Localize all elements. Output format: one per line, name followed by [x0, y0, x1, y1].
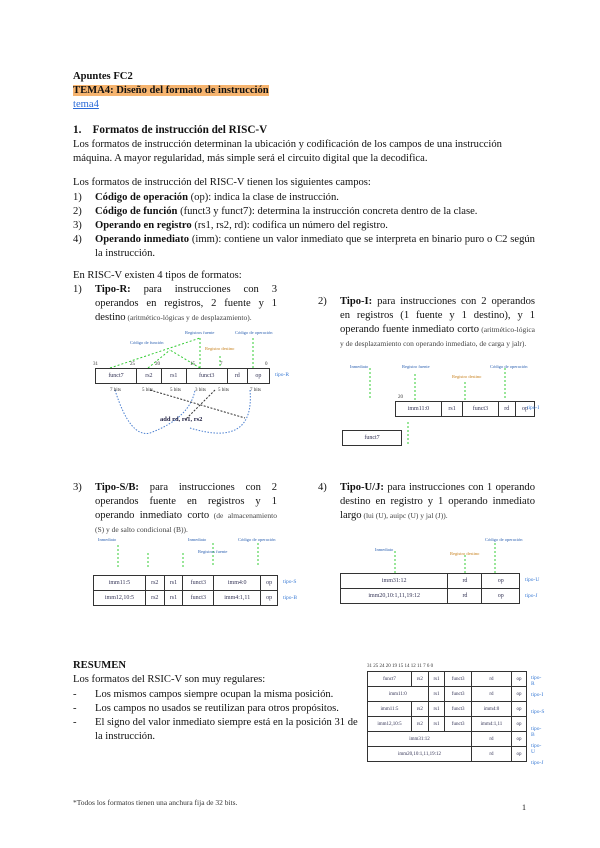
type-r-item: 1) Tipo-R: para instrucciones con 3 operandos en registros, 2 fuente y 1 destino (aritmético-lógicas y de desplazamiento). — [73, 284, 277, 323]
fields-list — [73, 191, 535, 261]
type-uj-item: 4) Tipo-U/J: para instrucciones con 1 operando destino en registro y 1 operando inmediato largo (lui (U), auipc (U) y jal (J)). — [318, 482, 535, 521]
sb-format-diagram: Inmediato Registros fuente Inmediato Código de operación imm11:5 rs2 rs1 funct3 imm4:0 op imm12,10:5 rs2 rs1 funct3 imm4:1,11 op tipo-S tipo-B — [88, 535, 318, 620]
i-format-diagram: Inmediato Registro fuente Registro destino Código de operación 20 imm11:0 rs1 funct3 rd op tipo-I funct7 — [340, 362, 540, 452]
field-item: 4) Operando inmediato (imm): contiene un valor inmediato que se interpreta en binario puro o C2 según la instrucción. — [73, 234, 535, 259]
uj-format-diagram: Inmediato Registro destino Código de operación imm31:12 rd op imm20,10:1,11,19:12 rd op tipo-U tipo-J — [335, 535, 540, 615]
section-heading: 1. Formatos de instrucción del RISC-V — [73, 124, 268, 136]
example-instruction: add rd, rs1, rs2 — [160, 416, 203, 423]
type-i-item: 2) Tipo-I: para instrucciones con 2 operandos en registros (1 fuente y 1 destino), y 1 operando fuente inmediato corto (aritmético-lógica y de desplazamiento con operando inmediato, de carga y jalr). — [318, 296, 535, 348]
footnote: *Todos los formatos tienen una anchura fija de 32 bits. — [73, 798, 238, 807]
intro-paragraph: Los formatos de instrucción determinan la ubicación y codificación de los campos de una instrucción máquina. A mayor regularidad, más simple será el circuito digital que la decodifica. — [73, 139, 502, 164]
tema4-link[interactable]: tema4 — [73, 99, 99, 110]
field-item: 1) Código de operación (op): indica la clase de instrucción. — [73, 192, 339, 203]
r-format-diagram: Código de función Registros fuente Registro destino Código de operación 31 25 20 15 7 0 funct7 rs2 rs1 funct3 rd op tipo-R 7 bits 5 bits 5 bits 3 bits 5 bits 7 bits add rd, rs1, rs2 — [90, 328, 320, 448]
topic-title: TEMA4: Diseño del formato de instrucción — [73, 85, 269, 96]
type-sb-item: 3) Tipo-S/B: para instrucciones con 2 operandos fuente en registros y 1 operando inmediato corto (de almacenamiento (S) y de salto condicional (B)). — [73, 482, 277, 534]
field-item: 3) Operando en registro (rs1, rs2, rd): codifica un número del registro. — [73, 220, 388, 231]
page-number: 1 — [522, 803, 526, 812]
types-intro: En RISC-V existen 4 tipos de formatos: — [73, 270, 242, 281]
field-item: 2) Código de función (funct3 y funct7): determina la instrucción concreta dentro de la clase. — [73, 206, 478, 217]
fields-intro: Los formatos de instrucción del RISC-V tienen los siguientes campos: — [73, 177, 371, 188]
course-title: Apuntes FC2 — [73, 71, 133, 82]
summary-intro: Los formatos del RSIC-V son muy regulares: — [73, 674, 266, 685]
summary-points: - Los mismos campos siempre ocupan la misma posición. - Los campos no usados se reutilizan para otros propósitos. - El signo del valor inmediato siempre está en la posición 31 de la instrucción. — [73, 689, 358, 742]
r-format-table: funct7 rs2 rs1 funct3 rd op — [95, 368, 270, 384]
summary-title: RESUMEN — [73, 660, 126, 671]
